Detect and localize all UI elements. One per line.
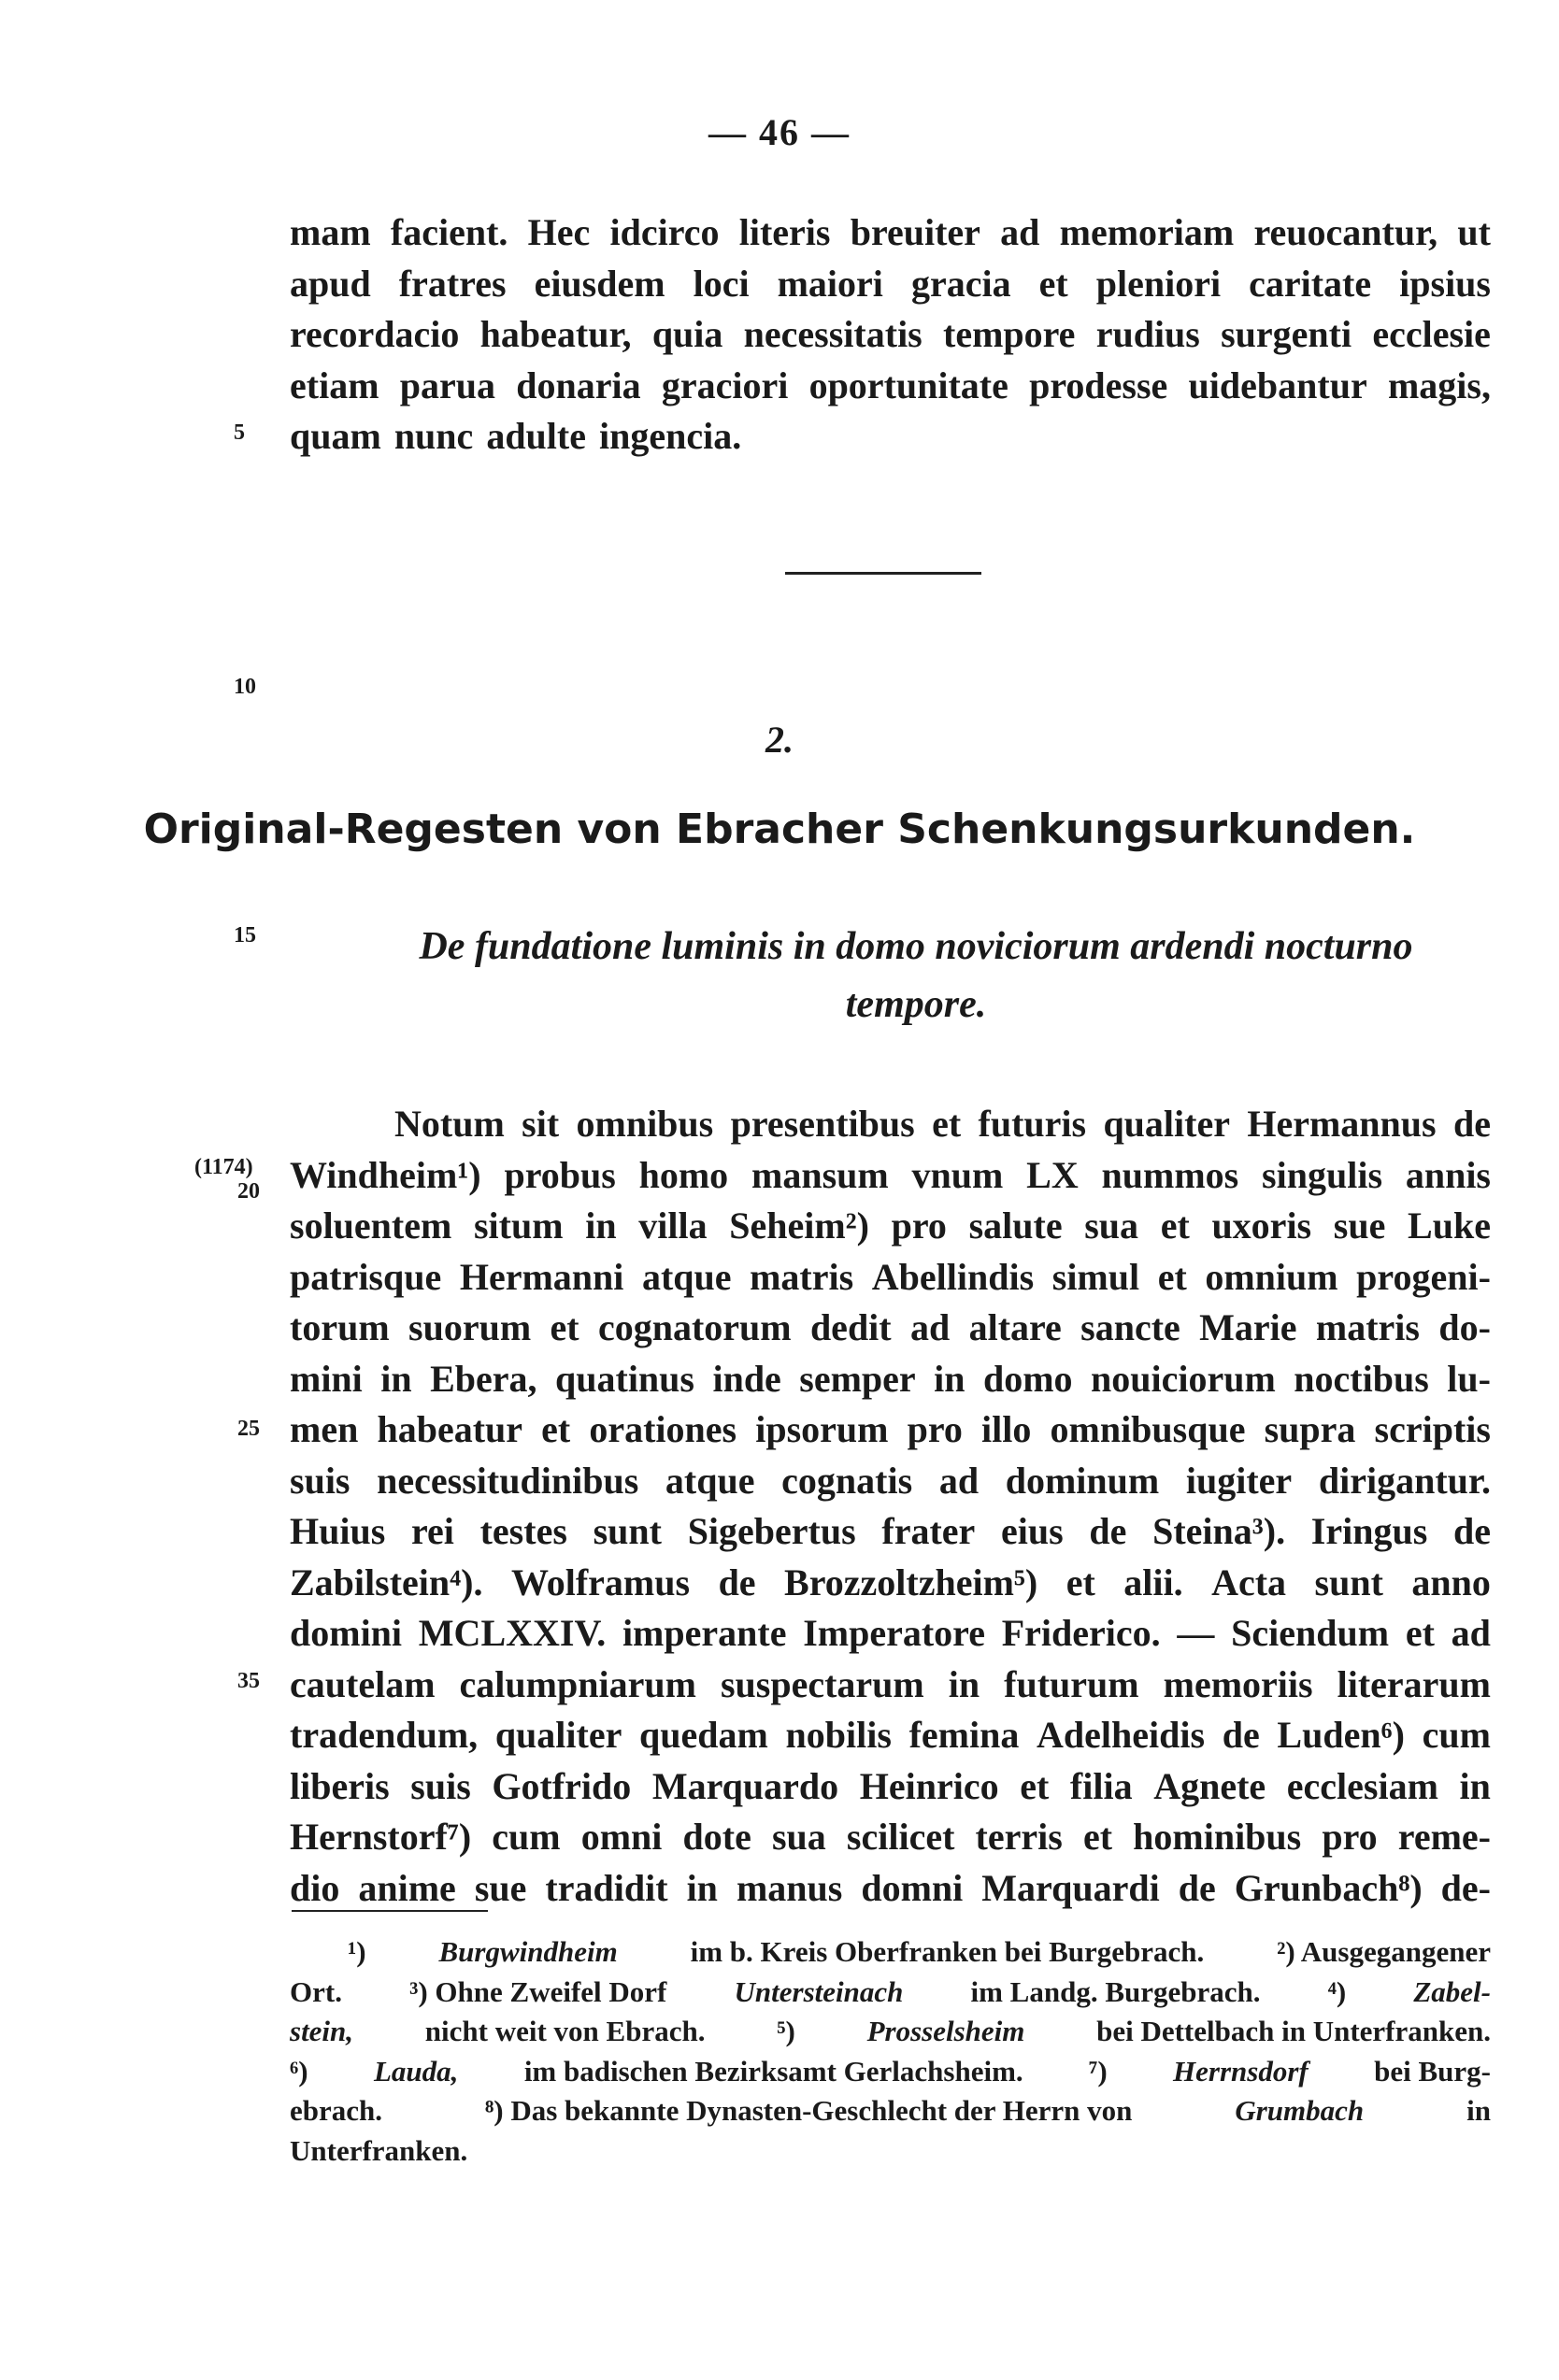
word: et — [1405, 1612, 1435, 1654]
word: et — [932, 1103, 962, 1145]
word: MCLXXIV. — [418, 1612, 607, 1654]
word: Hec — [527, 211, 591, 253]
word: LX — [1026, 1153, 1079, 1196]
word: Acta — [1211, 1561, 1287, 1603]
footnote-line — [290, 1973, 1491, 2013]
word: manus — [736, 1866, 843, 1909]
word: noctibus — [1294, 1357, 1429, 1400]
word: Notum — [394, 1103, 505, 1145]
word: ecclesiam — [1286, 1764, 1438, 1807]
word: de — [718, 1561, 756, 1603]
text-line — [290, 1812, 1491, 1863]
word: Marie — [1199, 1306, 1297, 1348]
text-line — [290, 1303, 1491, 1354]
word: orationes — [589, 1408, 737, 1450]
footnote-text: im badischen Bezirksamt Gerlachsheim. — [523, 2054, 1023, 2088]
word: Hernstorf⁷) — [290, 1816, 472, 1858]
word: et — [1066, 1561, 1095, 1603]
word: Zabilstein⁴). — [290, 1561, 483, 1603]
word: rei — [411, 1510, 454, 1552]
word: de — [1222, 1714, 1260, 1756]
word: salute — [968, 1204, 1063, 1247]
footnote-marker: ¹) — [348, 1935, 366, 1968]
word: parua — [399, 363, 495, 406]
word: tradidit — [545, 1866, 668, 1909]
word: Adelheidis — [1037, 1714, 1206, 1756]
word: maiori — [777, 262, 883, 305]
text-line — [290, 1761, 1491, 1813]
word: ad — [1451, 1612, 1491, 1654]
text-line — [290, 1608, 1491, 1660]
word: Ebera, — [430, 1357, 537, 1400]
word: soluentem — [290, 1204, 452, 1247]
word: ad — [1000, 211, 1040, 253]
word: facient. — [390, 211, 508, 253]
word: singulis — [1262, 1153, 1383, 1196]
text-line — [290, 1710, 1491, 1761]
word: qualiter — [494, 1714, 622, 1756]
word: filia — [1069, 1764, 1133, 1807]
word: eius — [1001, 1510, 1064, 1552]
charter-subtitle — [308, 918, 1523, 1033]
word: Grunbach⁸) — [1234, 1866, 1423, 1909]
word: quia — [651, 313, 723, 355]
word: dedit — [809, 1306, 892, 1348]
text-line — [290, 1099, 1491, 1150]
word: nouiciorum — [1091, 1357, 1276, 1400]
word: graciori — [661, 363, 789, 406]
word: torum — [290, 1306, 390, 1348]
text-line — [290, 1201, 1491, 1252]
word: Abellindis — [871, 1255, 1035, 1298]
text-line — [290, 1354, 1491, 1405]
footnote-marker: ⁵) — [777, 2015, 795, 2047]
place-name: Untersteinach — [734, 1974, 904, 2008]
word: semper — [799, 1357, 916, 1400]
word: atque — [665, 1459, 755, 1502]
place-name: Herrnsdorf — [1173, 2054, 1309, 2088]
word: suis — [410, 1764, 471, 1807]
word: pleniori — [1095, 262, 1222, 305]
word: suis — [290, 1459, 350, 1502]
word: hominibus — [1133, 1816, 1302, 1858]
word: vnum — [911, 1153, 1004, 1196]
word: domo — [982, 1357, 1073, 1400]
word: patrisque — [290, 1255, 442, 1298]
place-name: Prosselsheim — [866, 2015, 1025, 2047]
word: tempore — [943, 313, 1076, 355]
word: Steina³). — [1152, 1510, 1286, 1552]
word: sue — [474, 1866, 527, 1909]
word: iugiter — [1185, 1459, 1293, 1502]
word: sancte — [1080, 1306, 1180, 1348]
word: scriptis — [1374, 1408, 1491, 1450]
word: recordacio — [290, 313, 460, 355]
line-number-25: 25 — [237, 1417, 260, 1441]
word: cognatorum — [597, 1306, 792, 1348]
word: in — [380, 1357, 412, 1400]
word: domini — [290, 1612, 403, 1654]
footnote-line — [290, 2012, 1491, 2052]
word: Seheim²) — [729, 1204, 869, 1247]
word: nobilis — [785, 1714, 892, 1756]
document-number: 2. — [765, 719, 794, 761]
text-line — [290, 259, 1491, 310]
word: futuris — [978, 1103, 1087, 1145]
line-number-10: 10 — [234, 675, 256, 699]
section-divider — [785, 572, 981, 575]
word: Luden⁶) — [1277, 1714, 1405, 1756]
word: Luke — [1408, 1204, 1491, 1247]
word: Marquardo — [651, 1764, 839, 1807]
text-line — [290, 1558, 1491, 1609]
word: memoriis — [1163, 1662, 1313, 1705]
word: sit — [522, 1103, 560, 1145]
word: caritate — [1249, 262, 1372, 305]
word: matris — [1315, 1306, 1420, 1348]
footnote-line — [290, 2131, 1491, 2172]
word: loci — [693, 262, 750, 305]
word: sua — [771, 1816, 826, 1858]
word: et — [1020, 1764, 1050, 1807]
word: omnibusque — [1050, 1408, 1246, 1450]
word: calumpniarum — [459, 1662, 696, 1705]
word: uxoris — [1211, 1204, 1312, 1247]
word: Agnete — [1153, 1764, 1266, 1807]
word: pro — [907, 1408, 963, 1450]
word: homo — [638, 1153, 729, 1196]
word: sua — [1084, 1204, 1139, 1247]
word: gracia — [910, 262, 1011, 305]
word: atque — [641, 1255, 732, 1298]
footnote-line — [290, 1932, 1491, 1973]
word: cum — [1422, 1714, 1491, 1756]
word: matris — [750, 1255, 854, 1298]
word: Sciendum — [1231, 1612, 1390, 1654]
footnote-text: ebrach. — [290, 2094, 383, 2127]
word: Huius — [290, 1510, 386, 1552]
word: ut — [1457, 211, 1491, 253]
text-line — [290, 309, 1491, 361]
word: omnibus — [576, 1103, 714, 1145]
word: anime — [358, 1866, 456, 1909]
word: probus — [504, 1153, 616, 1196]
word: de- — [1440, 1866, 1491, 1909]
word: Wolframus — [510, 1561, 691, 1603]
word: ipsius — [1399, 262, 1491, 305]
word: ecclesie — [1372, 313, 1491, 355]
word: literarum — [1337, 1662, 1491, 1705]
word: dio — [290, 1866, 340, 1909]
word: Hermannus — [1247, 1103, 1437, 1145]
word: dote — [682, 1816, 751, 1858]
word: ipsorum — [755, 1408, 889, 1450]
word: Hermanni — [459, 1255, 624, 1298]
place-name: Burgwindheim — [438, 1935, 618, 1968]
footnote-text: ³) Ohne Zweifel Dorf — [409, 1974, 667, 2008]
word: oportunitate — [808, 363, 1008, 406]
place-name: Lauda, — [374, 2054, 459, 2088]
word: quedam — [639, 1714, 768, 1756]
word: omni — [580, 1816, 663, 1858]
word: quatinus — [555, 1357, 694, 1400]
word: adulte — [486, 415, 586, 457]
word: necessitatis — [743, 313, 923, 355]
footnote-text: im b. Kreis Oberfranken bei Burgebrach. — [690, 1935, 1205, 1968]
word: simul — [1051, 1255, 1140, 1298]
place-name: stein, — [290, 2015, 354, 2047]
word: dirigantur. — [1318, 1459, 1491, 1502]
word: reme- — [1397, 1816, 1491, 1858]
word: de — [1178, 1866, 1216, 1909]
word: in — [1459, 1764, 1491, 1807]
word: Brozzoltzheim⁵) — [784, 1561, 1038, 1603]
word: et — [1038, 262, 1068, 305]
word: Heinrico — [859, 1764, 999, 1807]
word: quam — [290, 415, 381, 457]
word: Gotfrido — [492, 1764, 632, 1807]
word: domni — [861, 1866, 964, 1909]
word: situm — [473, 1204, 564, 1247]
word: supra — [1264, 1408, 1356, 1450]
word: etiam — [290, 363, 379, 406]
word: et — [1082, 1816, 1113, 1858]
word: inde — [712, 1357, 781, 1400]
word: breuiter — [850, 211, 980, 253]
footnotes — [290, 1932, 1491, 2171]
word: sunt — [593, 1510, 662, 1552]
subtitle-line-2: tempore. — [845, 983, 987, 1026]
word: frater — [881, 1510, 976, 1552]
word: men — [290, 1408, 359, 1450]
word: uidebantur — [1188, 363, 1367, 406]
text-line — [290, 1252, 1491, 1304]
word: surgenti — [1221, 313, 1352, 355]
line-number-35: 35 — [237, 1669, 260, 1693]
word: et — [541, 1408, 571, 1450]
word: necessitudinibus — [377, 1459, 639, 1502]
text-line — [290, 1150, 1491, 1202]
text-line — [290, 411, 1491, 463]
word: suspectarum — [720, 1662, 924, 1705]
word: lu- — [1447, 1357, 1491, 1400]
charter-body — [290, 1099, 1491, 1914]
word: nummos — [1101, 1153, 1239, 1196]
word: literis — [738, 211, 831, 253]
text-line — [290, 207, 1491, 259]
word: et — [550, 1306, 579, 1348]
word: ad — [938, 1459, 980, 1502]
word: apud — [290, 262, 371, 305]
word: magis, — [1387, 363, 1491, 406]
text-line — [290, 361, 1491, 412]
footnote-text: Unterfranken. — [290, 2133, 468, 2167]
word: et — [1157, 1255, 1187, 1298]
footnote-text: bei Dettelbach in Unterfranken. — [1096, 2015, 1491, 2047]
word: Iringus — [1310, 1510, 1428, 1552]
footnote-marker: ⁷) — [1089, 2054, 1108, 2088]
word: dominum — [1005, 1459, 1160, 1502]
word: annis — [1405, 1153, 1491, 1196]
place-name: Grumbach — [1235, 2094, 1365, 2127]
word: alii. — [1123, 1561, 1183, 1603]
word: habeatur, — [479, 313, 632, 355]
word: de — [1089, 1510, 1127, 1552]
section-heading: Original-Regesten von Ebracher Schenkungsurkunden. — [143, 805, 1416, 853]
word: rudius — [1095, 313, 1200, 355]
footnote-marker: ⁶) — [290, 2054, 308, 2088]
word: Friderico. — [1001, 1612, 1161, 1654]
word: de — [1452, 1103, 1491, 1145]
word: scilicet — [846, 1816, 955, 1858]
word: idcirco — [609, 211, 720, 253]
word: cautelam — [290, 1662, 436, 1705]
footnote-line — [290, 2052, 1491, 2092]
word: in — [585, 1204, 617, 1247]
word: cognatis — [781, 1459, 913, 1502]
word: imperante — [622, 1612, 787, 1654]
word: ingencia. — [599, 415, 742, 457]
word: de — [1453, 1510, 1491, 1552]
word: memoriam — [1059, 211, 1235, 253]
word: in — [934, 1357, 965, 1400]
footnote-line — [290, 2091, 1491, 2131]
word: do- — [1438, 1306, 1491, 1348]
text-line — [290, 1404, 1491, 1456]
word: prodesse — [1029, 363, 1168, 406]
page-number: — 46 — — [708, 111, 851, 153]
line-number-5: 5 — [234, 420, 245, 445]
intro-paragraph — [290, 207, 1491, 463]
word: cum — [492, 1816, 561, 1858]
footnote-text: ²) Ausgegangener — [1277, 1935, 1491, 1968]
word: illo — [981, 1408, 1032, 1450]
footnote-text: in — [1466, 2094, 1491, 2127]
word: mini — [290, 1357, 363, 1400]
text-line — [290, 1863, 1491, 1915]
word: omnium — [1205, 1255, 1338, 1298]
footnote-text: bei Burg- — [1374, 2054, 1491, 2088]
word: fratres — [398, 262, 507, 305]
footnote-rule — [292, 1910, 488, 1912]
word: tradendum, — [290, 1714, 479, 1756]
word: ad — [909, 1306, 951, 1348]
subtitle-line-1: De fundatione luminis in domo noviciorum ardendi nocturno — [419, 925, 1413, 968]
text-line — [290, 1456, 1491, 1507]
word: mam — [290, 211, 371, 253]
word: futurum — [1004, 1662, 1139, 1705]
word: sunt — [1314, 1561, 1383, 1603]
word: habeatur — [377, 1408, 523, 1450]
word: terris — [975, 1816, 1063, 1858]
word: sue — [1333, 1204, 1386, 1247]
text-line — [290, 1506, 1491, 1558]
word: reuocantur, — [1253, 211, 1438, 253]
word: in — [686, 1866, 718, 1909]
word: femina — [908, 1714, 1020, 1756]
word: Marquardi — [981, 1866, 1160, 1909]
word: Windheim¹) — [290, 1153, 481, 1196]
line-number-15: 15 — [234, 923, 256, 948]
word: Imperatore — [803, 1612, 985, 1654]
word: presentibus — [730, 1103, 915, 1145]
line-number-20: 20 — [237, 1179, 260, 1204]
word: donaria — [516, 363, 641, 406]
footnote-text: nicht weit von Ebrach. — [424, 2015, 706, 2047]
word: — — [1177, 1612, 1215, 1654]
word: suorum — [408, 1306, 532, 1348]
word: nunc — [393, 415, 474, 457]
word: pro — [891, 1204, 947, 1247]
word: qualiter — [1103, 1103, 1230, 1145]
word: testes — [479, 1510, 567, 1552]
word: eiusdem — [534, 262, 665, 305]
word: anno — [1411, 1561, 1491, 1603]
word: altare — [968, 1306, 1062, 1348]
word: Sigebertus — [687, 1510, 856, 1552]
place-name: Zabel- — [1413, 1974, 1491, 2008]
margin-date: (1174) — [194, 1155, 253, 1179]
footnote-text: ⁸) Das bekannte Dynasten-Geschlecht der Herrn von — [484, 2094, 1133, 2127]
word: liberis — [290, 1764, 390, 1807]
footnote-text: im Landg. Burgebrach. — [970, 1974, 1261, 2008]
footnote-text: Ort. — [290, 1974, 342, 2008]
word: villa — [638, 1204, 708, 1247]
footnote-marker: ⁴) — [1327, 1974, 1347, 2008]
word: pro — [1322, 1816, 1378, 1858]
word: progeni- — [1356, 1255, 1491, 1298]
word: et — [1160, 1204, 1190, 1247]
word: mansum — [751, 1153, 889, 1196]
text-line — [290, 1660, 1491, 1711]
word: in — [948, 1662, 980, 1705]
